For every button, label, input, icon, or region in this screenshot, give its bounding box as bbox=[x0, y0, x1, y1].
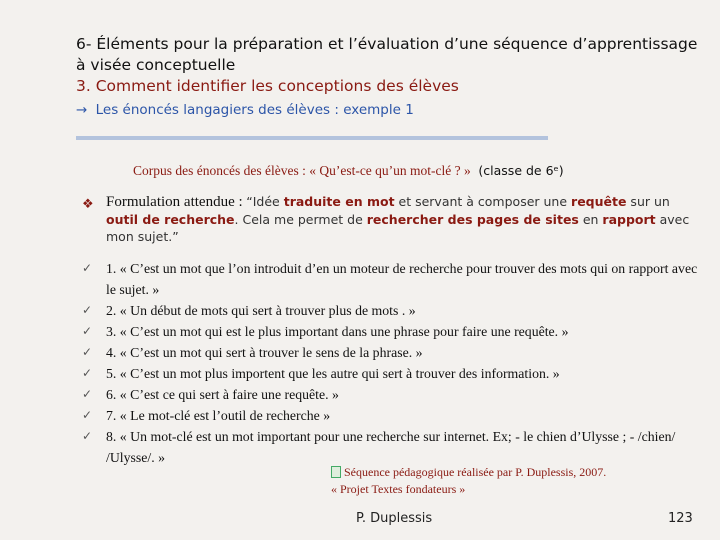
corpus-title-text: Corpus des énoncés des élèves : « Qu’est-ce qu’un mot-clé ? » bbox=[133, 163, 471, 178]
header-line-2: à visée conceptuelle bbox=[76, 56, 236, 74]
source-line-1: Séquence pédagogique réalisée par P. Duplessis, 2007. bbox=[344, 465, 607, 479]
checkmark-icon: ✓ bbox=[82, 303, 93, 317]
list-item: ✓ 8. « Un mot-clé est un mot important pour une recherche sur internet. Ex; - le chien d’Ulysse ; - /chien/ /Ulysse/. » bbox=[82, 426, 702, 468]
checkmark-icon: ✓ bbox=[82, 429, 93, 443]
page-number: 123 bbox=[668, 511, 693, 526]
student-answers-list bbox=[82, 258, 702, 468]
slide-header bbox=[76, 34, 716, 97]
list-item: ✓ 3. « C’est un mot qui est le plus important dans une phrase pour faire une requête. » bbox=[82, 321, 702, 342]
list-item: ✓ 5. « C’est un mot plus importent que les autre qui sert à trouver des information. » bbox=[82, 363, 702, 384]
checkmark-icon: ✓ bbox=[82, 324, 93, 338]
checkmark-icon: ✓ bbox=[82, 345, 93, 359]
list-item: ✓ 1. « C’est un mot que l’on introduit d’en un moteur de recherche pour trouver des mots qui on rapport avec le sujet. » bbox=[82, 258, 702, 300]
corpus-class: (classe de 6ᵉ) bbox=[478, 163, 564, 178]
header-line-1: 6- Éléments pour la préparation et l’évaluation d’une séquence d’apprentissage bbox=[76, 35, 698, 53]
document-icon bbox=[331, 466, 341, 478]
checkmark-icon: ✓ bbox=[82, 261, 93, 275]
list-item: ✓ 7. « Le mot-clé est l’outil de recherche » bbox=[82, 405, 702, 426]
subtitle bbox=[76, 102, 414, 118]
header-line-3: 3. Comment identifier les conceptions des élèves bbox=[76, 77, 459, 95]
checkmark-icon: ✓ bbox=[82, 408, 93, 422]
checkmark-icon: ✓ bbox=[82, 387, 93, 401]
arrow-right-icon: → bbox=[76, 102, 88, 118]
diamond-bullet-icon: ❖ bbox=[82, 196, 94, 211]
corpus-title bbox=[133, 163, 564, 179]
formulation-text: Formulation attendue : “Idée traduite en mot et servant à composer une requête sur un outil de recherche. Cela me permet de rechercher des pages de sites en rapport avec mon sujet.” bbox=[106, 194, 690, 244]
source-credit bbox=[331, 464, 606, 498]
list-item: ✓ 2. « Un début de mots qui sert à trouver plus de mots . » bbox=[82, 300, 702, 321]
formulation-label: Formulation attendue : bbox=[106, 194, 243, 210]
checkmark-icon: ✓ bbox=[82, 366, 93, 380]
footer-author: P. Duplessis bbox=[356, 511, 433, 526]
source-line-2: « Projet Textes fondateurs » bbox=[331, 482, 466, 496]
list-item: ✓ 4. « C’est un mot qui sert à trouver le sens de la phrase. » bbox=[82, 342, 702, 363]
list-item: ✓ 6. « C’est ce qui sert à faire une requête. » bbox=[82, 384, 702, 405]
expected-formulation bbox=[82, 193, 702, 245]
divider-bar bbox=[76, 136, 548, 140]
subtitle-text: Les énoncés langagiers des élèves : exemple 1 bbox=[95, 102, 414, 118]
